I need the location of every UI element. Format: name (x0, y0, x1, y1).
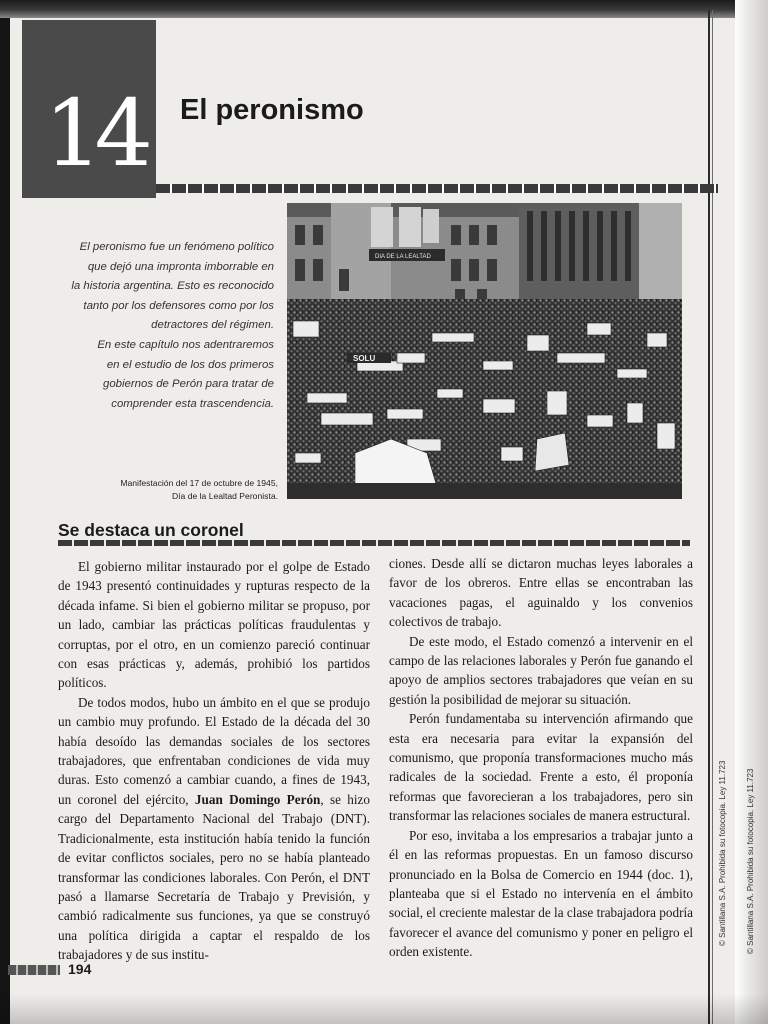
section-title: Se destaca un coronel (58, 520, 244, 540)
scan-border-top (0, 0, 768, 18)
crowd-photo (287, 203, 682, 499)
header-rule (156, 184, 718, 193)
body-paragraph: Por eso, invitaba a los empresarios a trabajar junto a él en las reformas propuestas. En un famoso discurso pronunciado en la Bolsa de Comercio en 1944 (doc. 1), planteaba que si el Estado no intervenía en el ámbito social, el creciente malestar de la clase trabajadora podría favorecer el avance del comunismo y poner en peligro el orden existente. (389, 827, 693, 960)
body-column-left (58, 557, 370, 965)
page-edge-inner (712, 10, 713, 1024)
body-paragraph: El gobierno militar instaurado por el golpe de Estado de 1943 presentó continuidades y rupturas respecto de la década infame. Si bien el gobierno militar se propuso, por un lado, cambiar las prácticas políticas fraudulentas y corruptas, por el otro, en un comienzo pareció continuar con esas prácticas y, además, prohibió los partidos políticos. (58, 559, 370, 691)
body-paragraph: Perón fundamentaba su intervención afirmando que esta era necesaria para evitar la expansión del comunismo, que proponía transformaciones mucho más radicales de la sociedad. Frente a esto, él proponía reformas que favorecieran a los trabajadores, pero sin transformar las relaciones sociales de manera estructural. (389, 711, 693, 824)
intro-line: gobiernos de Perón para tratar de (103, 378, 274, 391)
intro-line: comprender esta trascendencia. (111, 397, 274, 410)
caption-line: Manifestación del 17 de octubre de 1945, (120, 478, 278, 488)
intro-line: tanto por los defensores como por los (83, 299, 274, 312)
intro-line: En este capítulo nos adentraremos (97, 338, 274, 351)
body-column-right (389, 554, 693, 962)
scan-shadow-bottom (0, 994, 768, 1024)
chapter-title: El peronismo (180, 94, 364, 126)
body-paragraph (58, 693, 370, 965)
section-rule (58, 540, 690, 546)
person-name: Juan Domingo Perón (194, 791, 321, 807)
copyright-notice: © Santillana S.A. Prohibida su fotocopia. Ley 11.723 (746, 768, 755, 954)
intro-line: en el estudio de los dos primeros (106, 358, 274, 371)
body-paragraph: ciones. Desde allí se dictaron muchas leyes laborales a favor de los obreros. Entre ellas se encontraban las vacaciones pagas, el aguinaldo y los convenios colectivos de trabajo. (389, 556, 693, 630)
intro-line: El peronismo fue un fenómeno político (79, 241, 274, 253)
footer-bars (8, 965, 60, 975)
photo-crowd-sign: SOLU (353, 354, 376, 363)
body-paragraph: De este modo, el Estado comenzó a intervenir en el campo de las relaciones laborales y Perón fue ganando el apoyo de amplios sectores trabajadores que veían en su gestión la posibilidad de mejorar su situación. (389, 633, 693, 707)
intro-line: que dejó una impronta imborrable en (87, 260, 274, 273)
caption-line: Día de la Lealtad Peronista. (171, 490, 278, 501)
photo-caption (96, 477, 278, 502)
copyright-notice: © Santillana S.A. Prohibida su fotocopia. Ley 11.723 (718, 760, 727, 946)
page-edge (708, 10, 710, 1024)
chapter-number: 14 (44, 80, 146, 187)
paragraph-text: , se hizo cargo del Departamento Nacional del Trabajo (DNT). Tradicionalmente, esta institución había tenido la función de evitar conflictos sociales, pero no se había planteado transformar las condiciones laborales. Con Perón, el DNT pasó a llamarse Secretaría de Trabajo y Previsión, y cambió radicalmente sus funciones, ya que se construyó una política dirigida a captar el respaldo de los trabajadores y de sus institu- (58, 791, 370, 963)
paragraph-text: De todos modos, hubo un ámbito en el que se produjo un cambio muy profundo. El Estado de la década del 30 había desoído las demandas sociales de los sectores trabajadores, que enfrentaban condiciones de vida muy duras. Esto comenzó a cambiar cuando, a fines de 1943, un coronel del ejército, (58, 694, 370, 807)
page-number: 194 (68, 961, 92, 977)
chapter-intro (52, 238, 274, 414)
intro-line: detractores del régimen. (151, 319, 274, 332)
photo-banner-text: DIA DE LA LEALTAD (375, 254, 431, 260)
scan-border-left (0, 0, 10, 1024)
intro-line: la historia argentina. Esto es reconocido (71, 280, 274, 293)
